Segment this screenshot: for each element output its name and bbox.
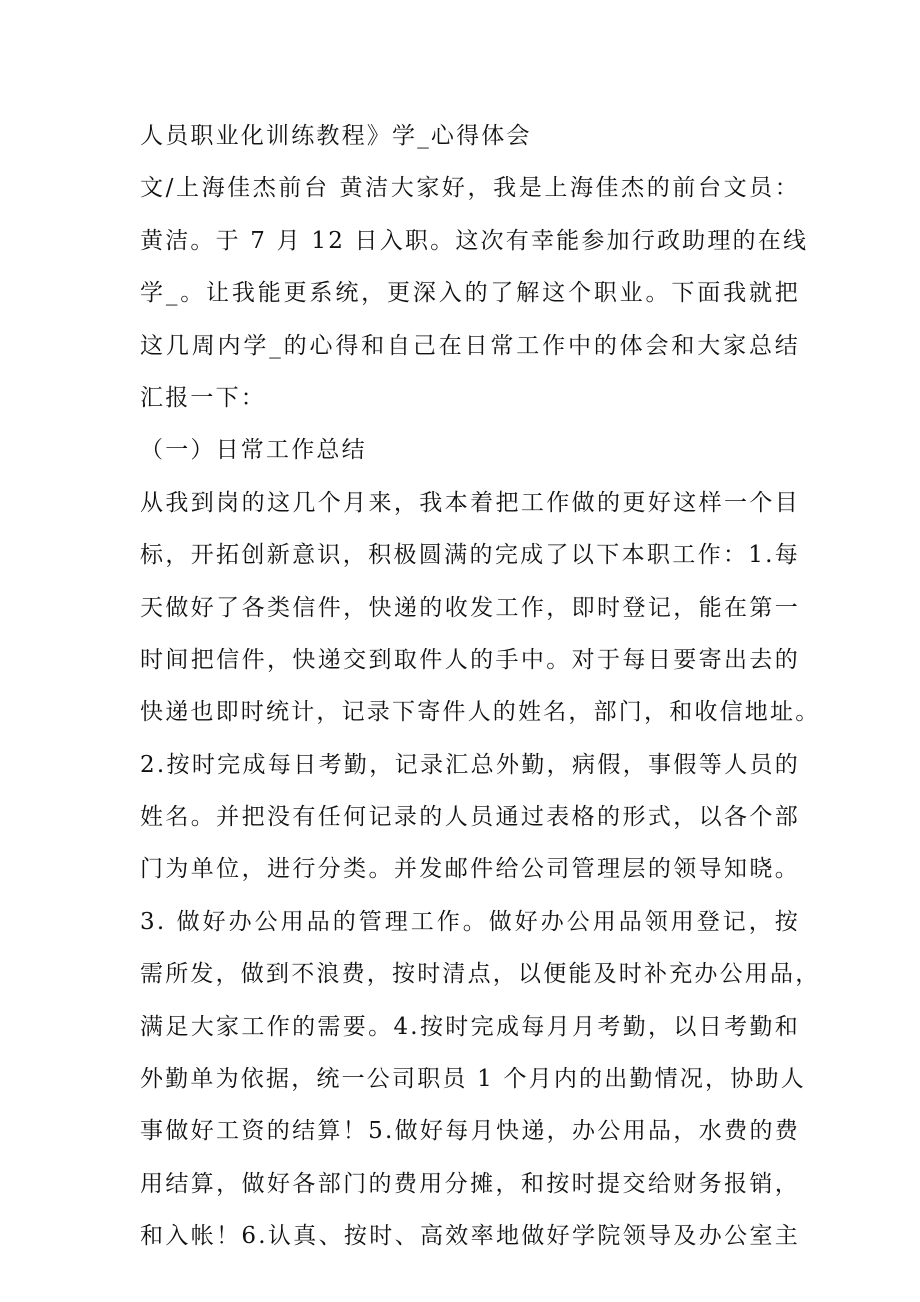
text-line: 姓名。并把没有任何记录的人员通过表格的形式，以各个部 [140, 804, 800, 831]
text-line: 2.按时完成每日考勤，记录汇总外勤，病假，事假等人员的 [140, 751, 800, 778]
section-heading: （一）日常工作总结 [140, 437, 367, 464]
text-line: 这几周内学_的心得和自己在日常工作中的体会和大家总结 [140, 332, 800, 359]
document-body [140, 110, 821, 1263]
document-title: 人员职业化训练教程》学_心得体会 [140, 123, 532, 149]
text-line: 汇报一下： [140, 384, 266, 411]
text-line: 用结算，做好各部门的费用分摊，和按时提交给财务报销， [140, 1170, 800, 1197]
text-line: 标，开拓创新意识，积极圆满的完成了以下本职工作：1.每 [140, 542, 800, 569]
text-line: 和入帐！6.认真、按时、高效率地做好学院领导及办公室主 [140, 1223, 800, 1250]
text-line: 从我到岗的这几个月来，我本着把工作做的更好这样一个目 [140, 489, 800, 516]
text-line: 满足大家工作的需要。4.按时完成每月月考勤，以日考勤和 [140, 1013, 800, 1040]
text-line: 时间把信件，快递交到取件人的手中。对于每日要寄出去的 [140, 646, 800, 673]
text-line: 黄洁。于 7 月 12 日入职。这次有幸能参加行政助理的在线 [140, 227, 809, 254]
text-line: 学_。让我能更系统，更深入的了解这个职业。下面我就把 [140, 280, 800, 307]
text-line: 3. 做好办公用品的管理工作。做好办公用品领用登记，按 [140, 908, 800, 935]
text-line: 天做好了各类信件，快递的收发工作，即时登记，能在第一 [140, 594, 800, 621]
text-line: 门为单位，进行分类。并发邮件给公司管理层的领导知晓。 [140, 856, 800, 883]
text-line: 事做好工资的结算！5.做好每月快递，办公用品，水费的费 [140, 1118, 800, 1145]
text-line: 快递也即时统计，记录下寄件人的姓名，部门，和收信地址。 [140, 699, 821, 726]
text-line: 需所发，做到不浪费，按时清点，以便能及时补充办公用品， [140, 961, 821, 988]
text-line: 文/上海佳杰前台 黄洁大家好，我是上海佳杰的前台文员： [140, 175, 800, 202]
text-line: 外勤单为依据，统一公司职员 1 个月内的出勤情况，协助人 [140, 1066, 806, 1093]
